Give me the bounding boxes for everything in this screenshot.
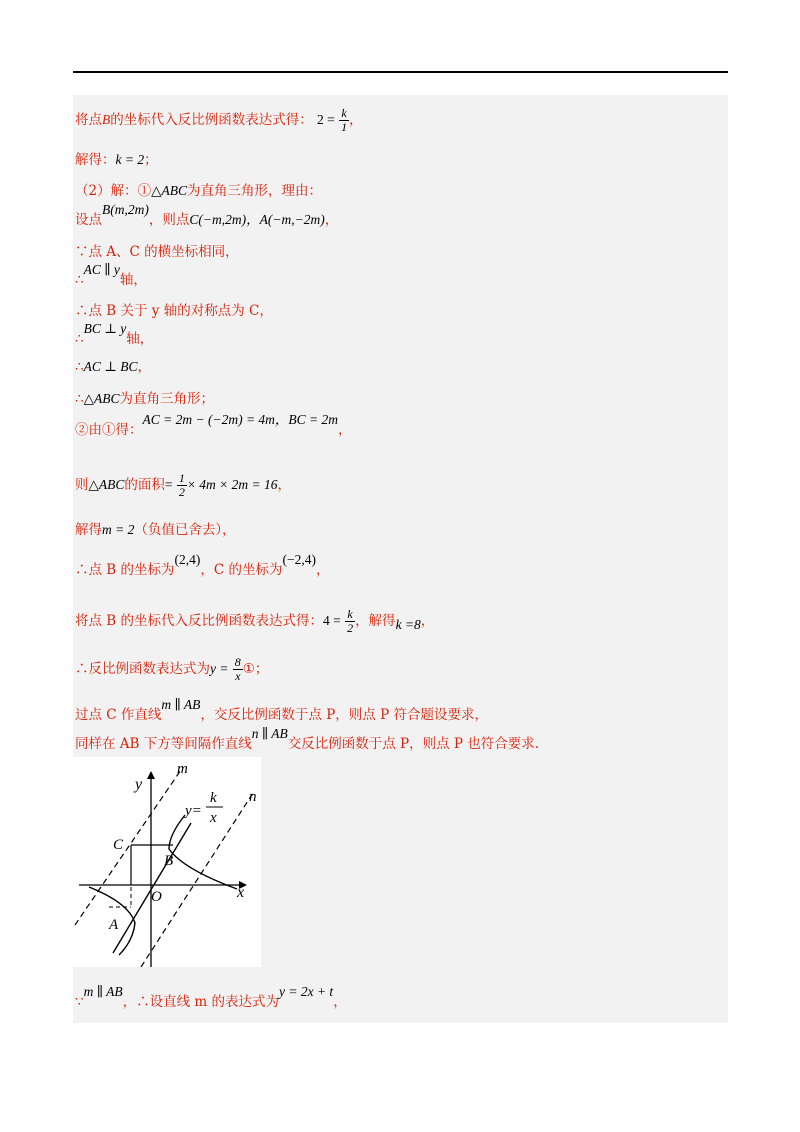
header-rule [73,71,728,73]
text-line: 解得m = 2（负值已舍去）， [75,522,236,538]
y-axis-label: y [135,776,143,793]
text-line: ∴△ABC为直角三角形； [75,391,214,407]
text-line: ∴反比例函数表达式为y = $\frac{8}{x}$ ①； [75,655,269,684]
function-label-x: x [210,810,217,826]
text-line: 过点 C 作直线m ∥ AB，交反比例函数于点 P，则点 P 符合题设要求， [75,697,488,723]
text-line: 则△ABC的面积= $\frac{1}{2}$ × 4m × 2m = 16， [75,471,292,500]
text-line: ②由①得：AC = 2m − (−2m) = 4m，BC = 2m， [75,412,352,438]
function-label-y: y= [185,803,202,819]
x-axis-label: x [237,884,245,901]
point-b-label: B [164,853,174,869]
text-line: ∴BC ⊥ y轴， [75,321,154,347]
text-line: 设点B(m,2m)，则点C(−m,2m)，A(−m,−2m)， [75,202,339,228]
text-line: ∴点 B 的坐标为(2,4)，C 的坐标为(−2,4)， [75,552,330,578]
point-c-label: C [113,837,124,853]
fraction: $\frac{k}{2}$ [347,607,354,636]
function-label-k: k [210,790,217,806]
fraction: $\frac{k}{1}$ [341,106,348,135]
fraction: $\frac{8}{x}$ [234,655,241,684]
origin-label: O [151,889,162,905]
line-n-label: n [249,789,257,805]
text-line: ∴AC ∥ y轴， [75,262,147,288]
fraction: $\frac{1}{2}$ [178,471,185,500]
geometry-figure [73,757,261,967]
text-line: 将点 B 的坐标代入反比例函数表达式得：4 = $\frac{k}{2}$ ，解得k =8， [75,607,435,636]
text-line: 同样在 AB 下方等间隔作直线n ∥ AB交反比例函数于点 P，则点 P 也符合要求. [75,726,540,752]
text-line: ∵点 A、C 的横坐标相同， [75,244,239,260]
line-m-label: m [177,761,188,777]
coordinate-diagram [73,757,261,967]
point-a-label: A [109,917,119,933]
text-line: ∴点 B 关于 y 轴的对称点为 C， [75,303,273,319]
text-line: 解得：k = 2； [75,152,158,168]
text-line: ∴AC ⊥ BC， [75,359,152,375]
text-line: （2）解：①△ABC为直角三角形，理由： [75,183,322,199]
text-line: 将点B的坐标代入反比例函数表达式得： 2 = $\frac{k}{1}$ ， [75,106,363,135]
text-line: ∵m ∥ AB，∴设直线 m 的表达式为y = 2x + t， [75,984,347,1010]
